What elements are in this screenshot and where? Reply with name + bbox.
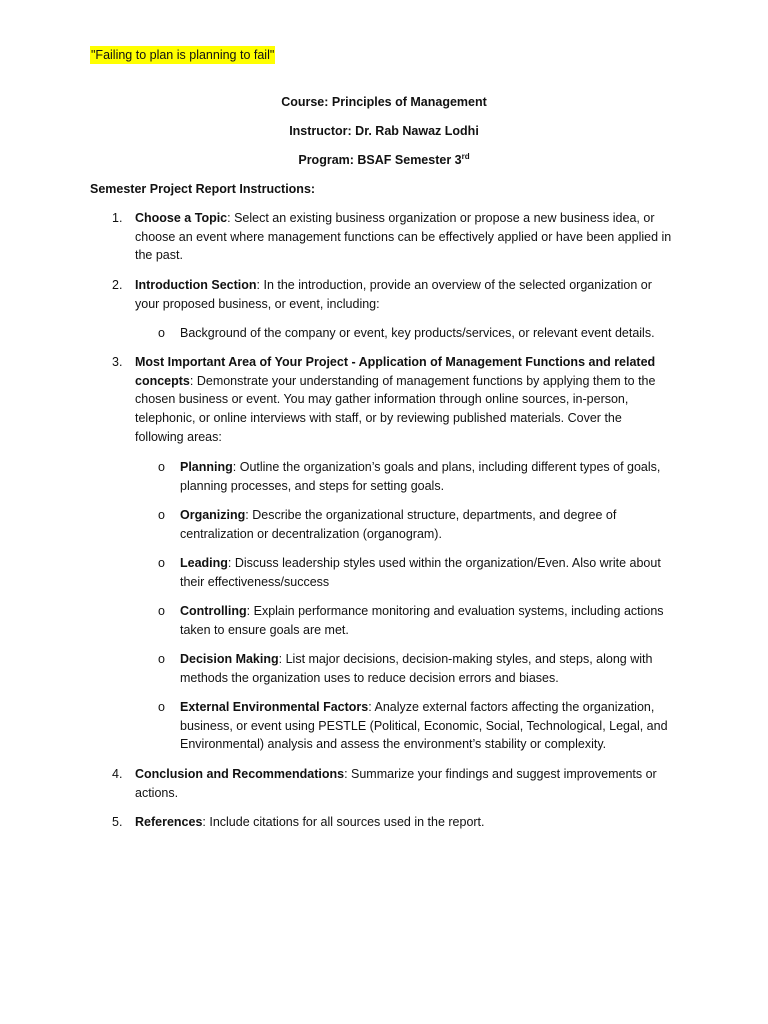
sub-list-item — [158, 554, 668, 591]
item-number: 5. — [112, 815, 123, 829]
bullet-marker: o — [158, 652, 165, 666]
sub-item-title: Controlling — [180, 604, 247, 618]
item-number: 4. — [112, 767, 123, 781]
bullet-marker: o — [158, 326, 165, 340]
sub-item-text: : Outline the organization’s goals and plans, including different types of goals, planning processes, and steps for setting goals. — [180, 460, 661, 493]
sub-item-text: : List major decisions, decision-making styles, and steps, along with methods the organization uses to reduce decision errors and biases. — [180, 652, 653, 685]
item-title: References — [135, 815, 203, 829]
item-text: : In the introduction, provide an overview of the selected organization or your proposed business, or event, including: — [135, 278, 652, 311]
list-item — [112, 813, 672, 832]
bullet-marker: o — [158, 460, 165, 474]
program-text: Program: BSAF Semester 3 — [298, 153, 462, 167]
sub-item-text: : Analyze external factors affecting the organization, business, or event using PESTLE (Political, Economic, Social, Technological, Legal, and Environmental) analysis and assess the environment’s stability or complexity. — [180, 700, 668, 752]
sub-list-item — [158, 698, 668, 754]
sub-item-text: Background of the company or event, key products/services, or relevant event details. — [180, 326, 655, 340]
sub-item-text: : Describe the organizational structure, departments, and degree of centralization or decentralization (organogram). — [180, 508, 617, 541]
sub-item-text: : Discuss leadership styles used within the organization/Even. Also write about their effectiveness/success — [180, 556, 661, 589]
item-text: : Include citations for all sources used in the report. — [202, 815, 485, 829]
item-number: 3. — [112, 355, 123, 369]
sub-list-item — [158, 506, 668, 543]
sub-list-item — [158, 602, 668, 639]
item-title: Introduction Section — [135, 278, 257, 292]
program-line — [0, 151, 768, 169]
bullet-marker: o — [158, 700, 165, 714]
item-title: Choose a Topic — [135, 211, 228, 225]
highlighted-quote: "Failing to plan is planning to fail" — [91, 48, 275, 62]
list-item — [112, 209, 672, 265]
item-text: : Demonstrate your understanding of management functions by applying them to the chosen business or event. You may gather information through online sources, in-person, telephonic, or online interviews with staff, or by reviewing published materials. Cover the following areas: — [135, 373, 656, 444]
item-number: 2. — [112, 278, 123, 292]
bullet-marker: o — [158, 604, 165, 618]
course-line: Course: Principles of Management — [281, 95, 487, 109]
sub-item-title: Organizing — [180, 508, 246, 522]
list-item — [112, 765, 672, 802]
bullet-marker: o — [158, 508, 165, 522]
program-ordinal: rd — [461, 151, 470, 161]
sub-item-title: Leading — [180, 556, 228, 570]
sub-list-item — [158, 458, 668, 495]
item-title: Most Important Area of Your Project - Application of Management Functions and related concepts — [135, 355, 656, 388]
sub-item-title: Planning — [180, 460, 233, 474]
sub-list-item — [158, 650, 668, 687]
bullet-marker: o — [158, 556, 165, 570]
sub-item-title: External Environmental Factors — [180, 700, 369, 714]
item-text: : Select an existing business organization or propose a new business idea, or choose an event where management functions can be effectively applied or have been applied in the past. — [135, 211, 672, 263]
instructor-line: Instructor: Dr. Rab Nawaz Lodhi — [289, 124, 479, 138]
item-title: Conclusion and Recommendations — [135, 767, 345, 781]
list-item — [112, 276, 672, 313]
item-text: : Summarize your findings and suggest improvements or actions. — [135, 767, 657, 800]
instructions-heading: Semester Project Report Instructions: — [90, 182, 316, 196]
sub-list-item — [158, 324, 668, 343]
list-item — [112, 353, 672, 447]
sub-item-title: Decision Making — [180, 652, 279, 666]
sub-item-text: : Explain performance monitoring and evaluation systems, including actions taken to ensure goals are met. — [180, 604, 664, 637]
item-number: 1. — [112, 211, 123, 225]
